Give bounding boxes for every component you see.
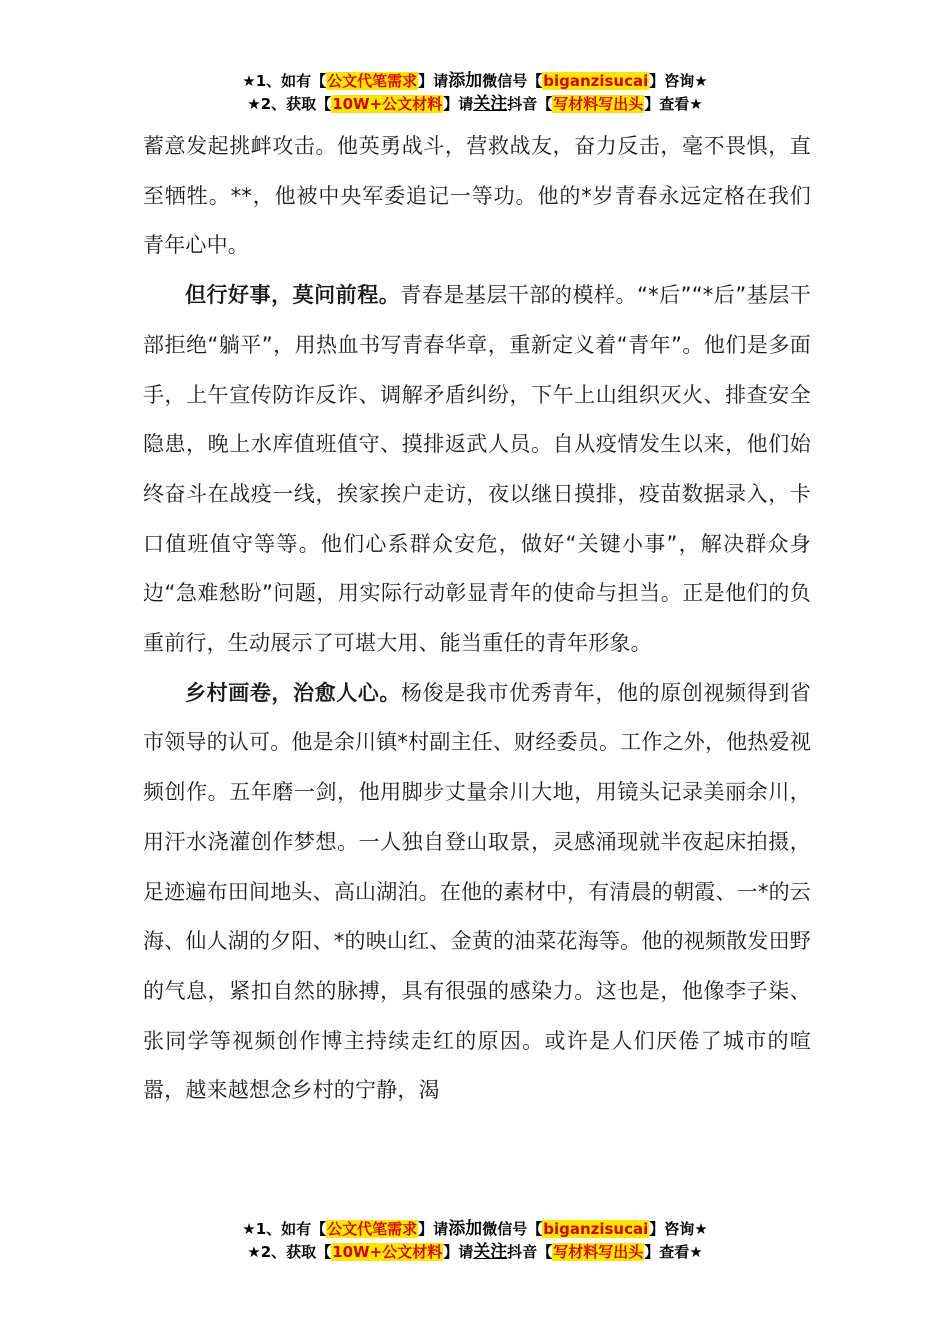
banner-text: ★1、如有【 — [242, 72, 327, 90]
banner-line-1 — [0, 70, 950, 93]
banner-text: ★2、获取【 — [247, 95, 332, 113]
banner-text: 】请 — [443, 1243, 474, 1261]
highlight-materials: 10W+公文材料 — [332, 1243, 443, 1261]
banner-emphasis: 添加 — [448, 1219, 483, 1239]
paragraph-rural-scenes — [143, 669, 811, 1116]
banner-text: 】查看★ — [644, 1243, 703, 1261]
banner-emphasis: 关注 — [473, 1242, 508, 1262]
banner-text: 微信号【 — [482, 1220, 543, 1238]
banner-text: 微信号【 — [482, 72, 543, 90]
footer-banner — [0, 1218, 950, 1264]
banner-line-1 — [0, 1218, 950, 1241]
document-body — [143, 122, 811, 1116]
paragraph-grassroots-cadres — [143, 271, 811, 669]
banner-text: 】查看★ — [644, 95, 703, 113]
banner-emphasis: 添加 — [448, 71, 483, 91]
highlight-service: 公文代笔需求 — [327, 1220, 418, 1238]
paragraph-continued: 蓄意发起挑衅攻击。他英勇战斗，营救战友，奋力反击，毫不畏惧，直至牺牲。**，他被中央军委追记一等功。他的*岁青春永远定格在我们青年心中。 — [143, 134, 811, 258]
highlight-douyin-account: 写材料写出头 — [553, 1243, 644, 1261]
banner-text: 抖音【 — [507, 1243, 553, 1261]
highlight-douyin-account: 写材料写出头 — [553, 95, 644, 113]
banner-text: 】请 — [418, 1220, 449, 1238]
paragraph-heading: 但行好事，莫问前程。 — [185, 283, 401, 308]
banner-text: 】请 — [443, 95, 474, 113]
highlight-wechat-id: biganzisucai — [543, 72, 649, 90]
highlight-service: 公文代笔需求 — [327, 72, 418, 90]
paragraph-text: 青春是基层干部的模样。“*后”“*后”基层干部拒绝“躺平”，用热血书写青春华章，重新定义着“青年”。他们是多面手，上午宣传防诈反诈、调解矛盾纠纷，下午上山组织灭火、排查安全隐患，晚上水库值班值守、摸排返武人员。自从疫情发生以来，他们始终奋斗在战疫一线，挨家挨户走访，夜以继日摸排，疫苗数据录入，卡口值班值守等等。他们心系群众安危，做好“关键小事”，解决群众身边“急难愁盼”问题，用实际行动彰显青年的使命与担当。正是他们的负重前行，生动展示了可堪大用、能当重任的青年形象。 — [143, 283, 812, 656]
banner-text: 抖音【 — [507, 95, 553, 113]
header-banner — [0, 70, 950, 116]
paragraph-text: 杨俊是我市优秀青年，他的原创视频得到省市领导的认可。他是余川镇*村副主任、财经委员。工作之外，他热爱视频创作。五年磨一剑，他用脚步丈量余川大地，用镜头记录美丽余川，用汗水浇灌创作梦想。一人独自登山取景，灵感涌现就半夜起床拍摄，足迹遍布田间地头、高山湖泊。在他的素材中，有清晨的朝霞、一*的云海、仙人湖的夕阳、*的映山红、金黄的油菜花海等。他的视频散发田野的气息，紧扣自然的脉搏，具有很强的感染力。这也是，他像李子柒、张同学等视频创作博主持续走红的原因。或许是人们厌倦了城市的喧嚣，越来越想念乡村的宁静，渴 — [143, 680, 811, 1103]
banner-text: 】咨询★ — [649, 1220, 708, 1238]
highlight-wechat-id: biganzisucai — [543, 1220, 649, 1238]
banner-line-2 — [0, 1241, 950, 1264]
banner-text: 】咨询★ — [649, 72, 708, 90]
paragraph-heading: 乡村画卷，治愈人心。 — [185, 680, 401, 705]
banner-text: ★2、获取【 — [247, 1243, 332, 1261]
banner-line-2 — [0, 93, 950, 116]
banner-text: ★1、如有【 — [242, 1220, 327, 1238]
banner-emphasis: 关注 — [473, 94, 508, 114]
highlight-materials: 10W+公文材料 — [332, 95, 443, 113]
banner-text: 】请 — [418, 72, 449, 90]
